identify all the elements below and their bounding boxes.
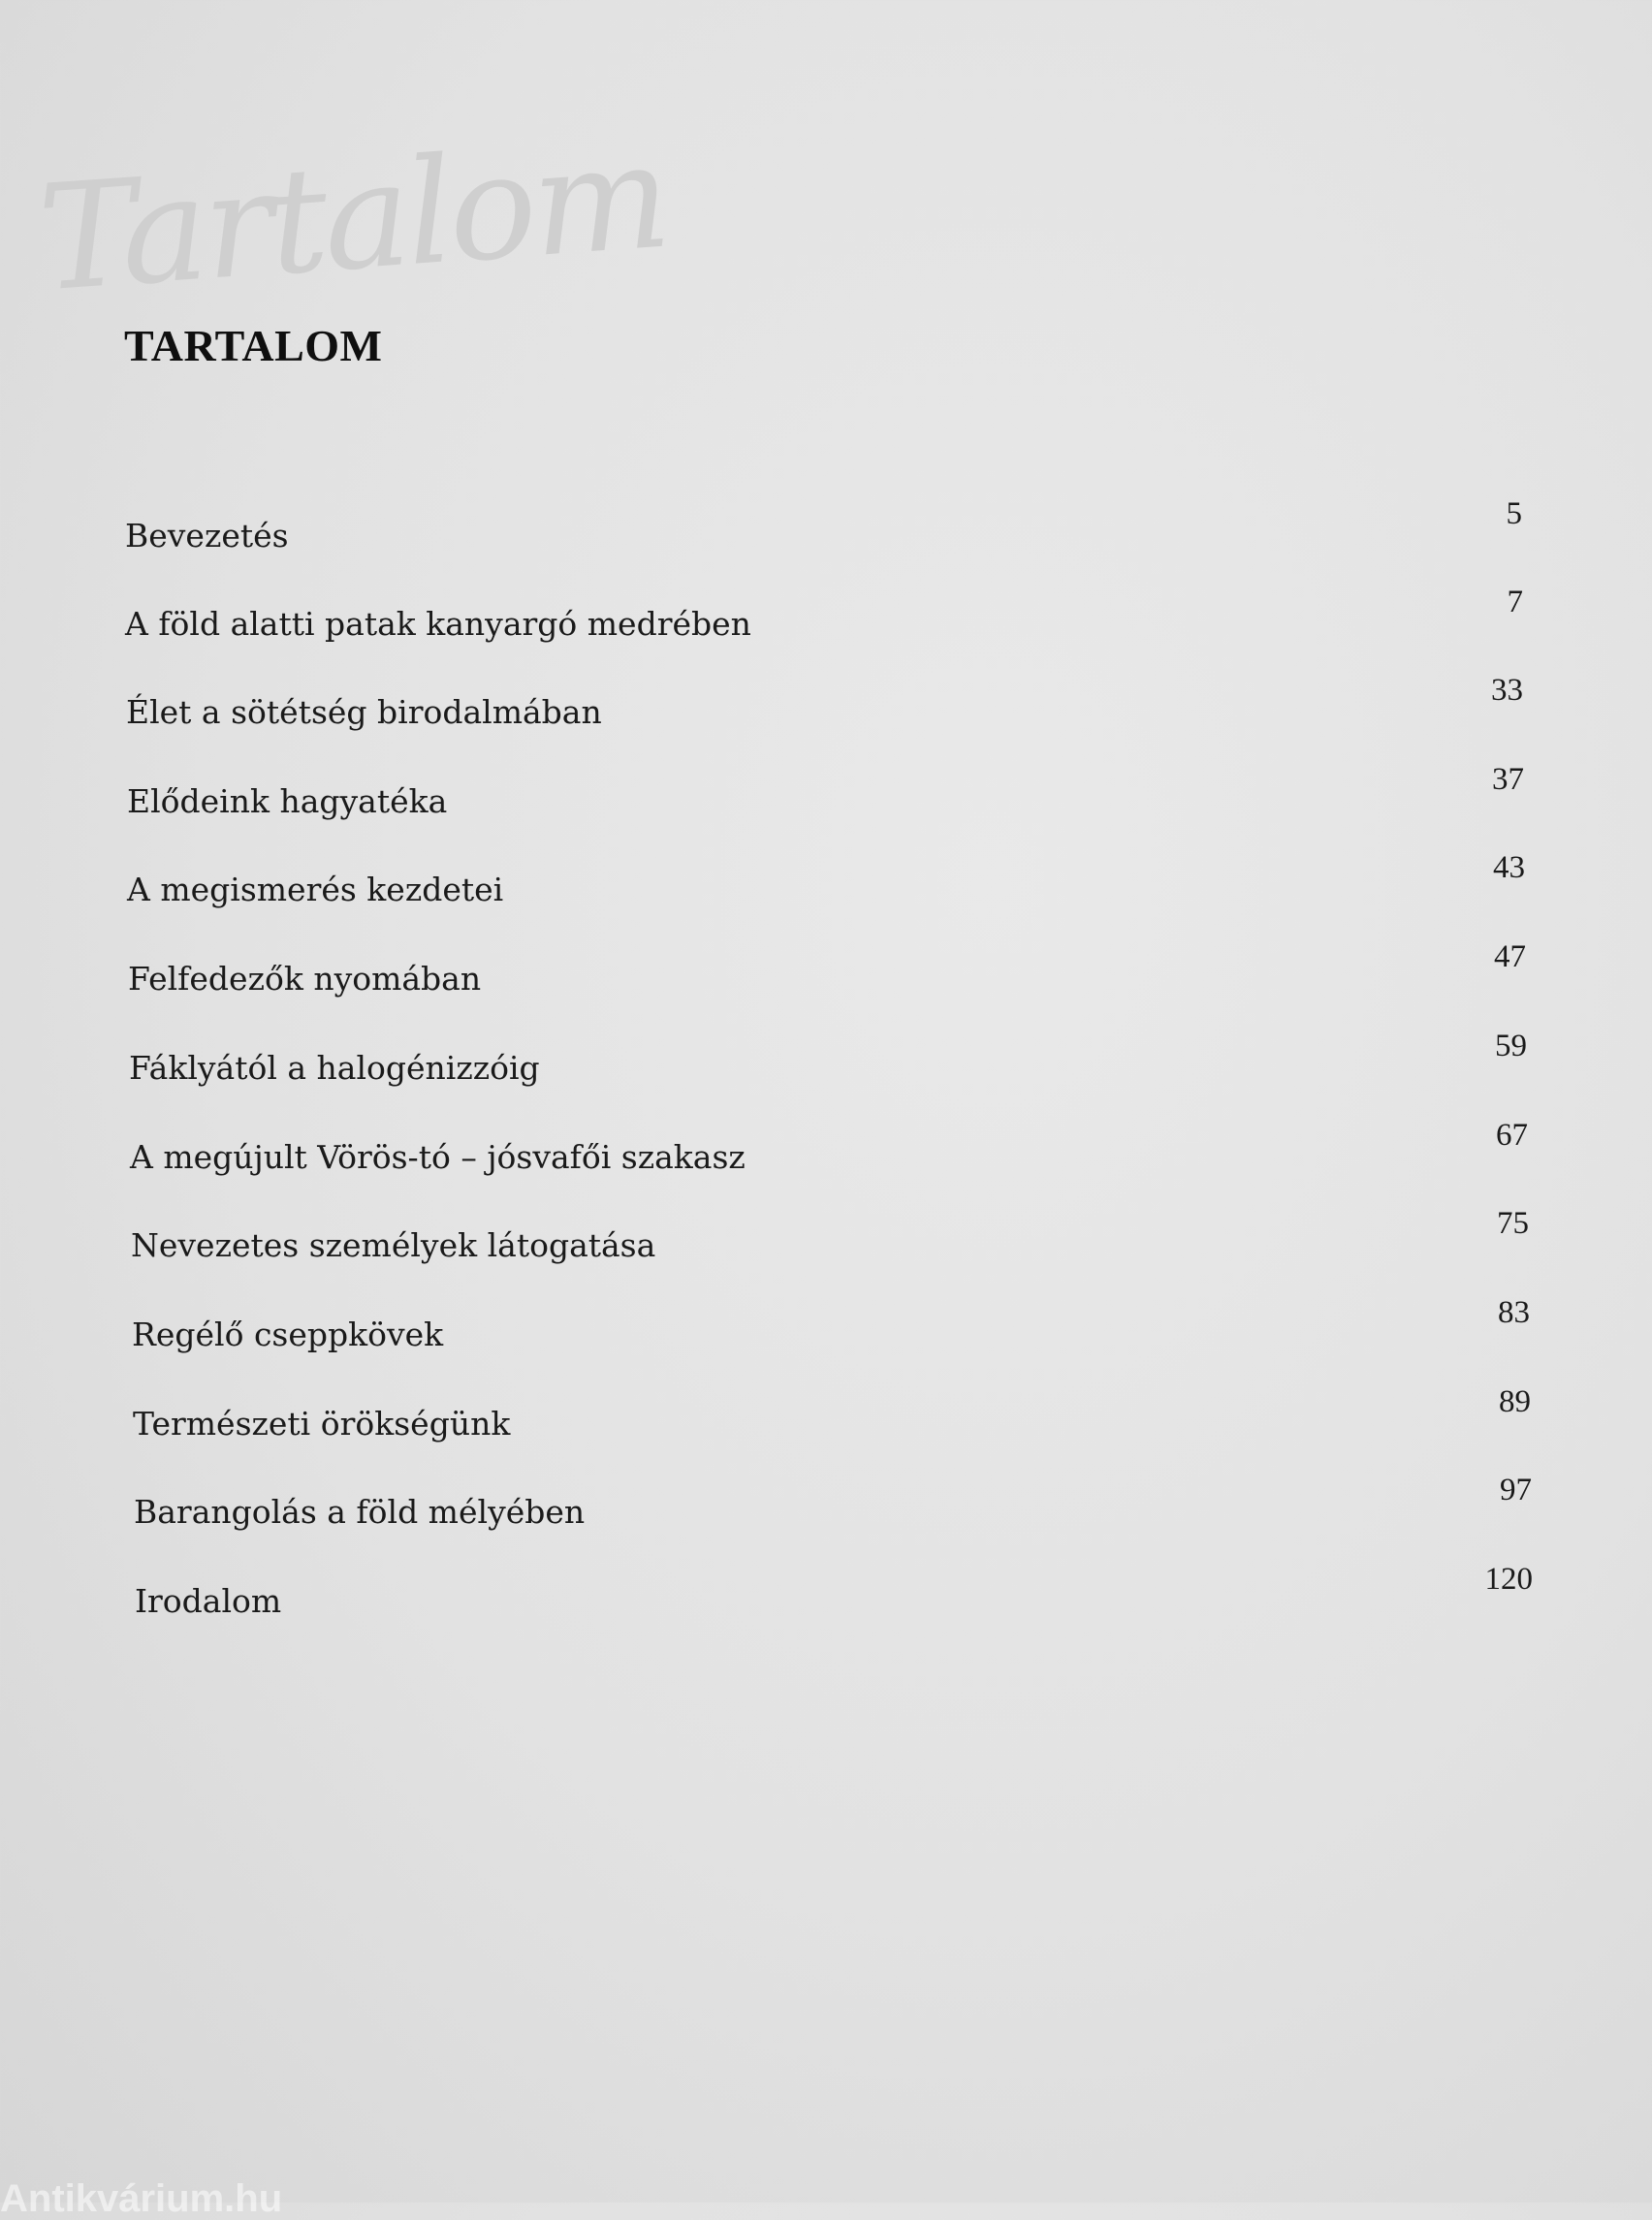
toc-entry-page: 97	[1500, 1473, 1532, 1507]
toc-entry-page: 7	[1507, 585, 1523, 619]
toc-entry-title: Elődeink hagyatéka	[127, 782, 448, 820]
toc-entry-page: 59	[1495, 1029, 1527, 1063]
toc-entry-title: A föld alatti patak kanyargó medrében	[125, 605, 751, 643]
toc-entry	[0, 585, 1652, 666]
decorative-script-title: Tartalom	[33, 111, 673, 325]
toc-entry-page: 43	[1493, 850, 1525, 885]
toc-entry-title: A megújult Vörös-tó – jósvafői szakasz	[130, 1138, 746, 1176]
toc-entry-page: 33	[1491, 673, 1523, 708]
toc-entry	[0, 850, 1652, 932]
toc-entry	[0, 1295, 1652, 1377]
toc-entry-title: Irodalom	[135, 1582, 282, 1620]
toc-entry	[0, 496, 1652, 578]
toc-entry-page: 67	[1496, 1118, 1528, 1153]
toc-entry-page: 47	[1494, 939, 1526, 974]
toc-entry-title: Bevezetés	[125, 517, 289, 555]
toc-entry-page: 83	[1498, 1295, 1530, 1330]
page-title: TARTALOM	[124, 321, 383, 370]
toc-entry-page: 75	[1497, 1206, 1529, 1241]
toc-entry	[0, 762, 1652, 843]
toc-entry-title: Élet a sötétség birodalmában	[126, 693, 602, 731]
toc-entry-page: 89	[1499, 1384, 1531, 1419]
toc-entry-page: 120	[1484, 1562, 1533, 1597]
toc-entry	[0, 1206, 1652, 1287]
toc-entry	[0, 673, 1652, 754]
toc-entry-title: Regélő cseppkövek	[132, 1316, 444, 1353]
toc-entry-title: Barangolás a föld mélyében	[134, 1493, 586, 1531]
toc-entry	[0, 939, 1652, 1021]
toc-entry-page: 37	[1492, 762, 1524, 797]
toc-entry-title: Felfedezők nyomában	[128, 960, 482, 998]
toc-entry	[0, 1029, 1652, 1110]
toc-entry-title: Természeti örökségünk	[133, 1405, 511, 1443]
watermark: Antikvárium.hu	[0, 2177, 283, 2220]
toc-entry	[0, 1384, 1652, 1466]
toc-entry	[0, 1118, 1652, 1199]
toc-entry-page: 5	[1506, 496, 1522, 531]
toc-entry	[0, 1562, 1652, 1643]
toc-entry-title: A megismerés kezdetei	[127, 871, 504, 908]
toc-entry	[0, 1473, 1652, 1554]
toc-entry-title: Fáklyától a halogénizzóig	[129, 1049, 540, 1087]
toc-entry-title: Nevezetes személyek látogatása	[131, 1226, 656, 1264]
